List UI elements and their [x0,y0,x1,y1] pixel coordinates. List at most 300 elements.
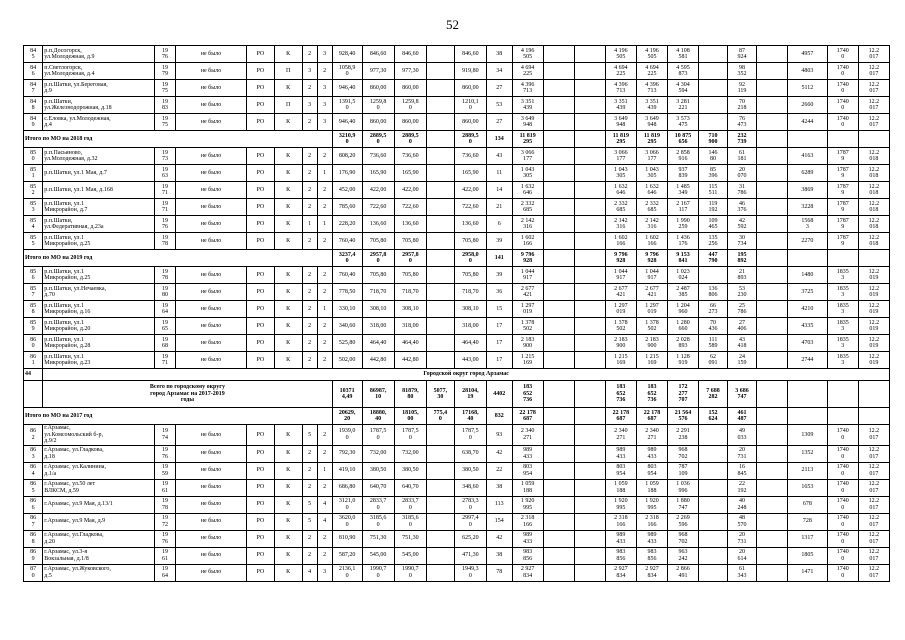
table-cell: 348,60 [454,479,486,496]
table-cell: 2 340 271 [512,425,543,446]
table-cell: 937 839 [668,165,699,182]
table-cell [543,335,574,352]
table-cell: 12.2 017 [858,63,889,80]
table-cell: 84 5 [24,46,43,63]
table-cell: 2 677 421 [605,284,636,301]
table-cell: 1740 0 [827,564,858,581]
table-cell [24,381,43,408]
table-cell: 111 589 [699,335,728,352]
table-cell: 2 [302,199,317,216]
table-cell: 3 281 221 [668,97,699,114]
table-cell: 1990,7 0 [394,564,426,581]
table-row [24,530,890,547]
table-cell [426,530,454,547]
table-cell: 1 436 176 [668,233,699,250]
table-cell: К [274,445,302,462]
table-cell [426,63,454,80]
table-cell: 380,50 [394,462,426,479]
table-cell: 9 796 928 [636,250,667,267]
address-cell: р.п.Пасьяново, ул.Молодежная, д.32 [43,148,154,165]
table-cell [543,199,574,216]
table-cell [426,564,454,581]
table-cell: 19 74 [154,425,175,446]
table-cell: 86 4 [24,462,43,479]
table-cell: 14 [486,182,512,199]
table-cell [543,63,574,80]
table-cell: 2 167 117 [668,199,699,216]
table-cell: 3 [317,46,332,63]
table-cell [699,267,728,284]
table-cell: 12.2 017 [858,114,889,131]
table-cell: 4 196 505 [512,46,543,63]
table-cell [426,148,454,165]
table-cell: 27 406 [728,318,757,335]
table-cell: 19 78 [154,496,175,513]
table-cell: 2 [317,233,332,250]
table-cell: 3 649 948 [605,114,636,131]
table-cell: 11 819 295 [605,131,636,148]
table-cell: 2957,8 0 [394,250,426,267]
table-cell [756,462,787,479]
table-cell: 860,00 [454,80,486,97]
table-cell: 785,60 [332,199,362,216]
table-cell: не было [176,479,247,496]
table-cell [426,165,454,182]
table-cell: 12.2 017 [858,513,889,530]
table-cell: 136,60 [394,216,426,233]
table-cell [756,165,787,182]
table-cell: 172 277 707 [668,381,699,408]
table-cell: 86 2 [24,425,43,446]
table-cell: 1391,5 0 [332,97,362,114]
table-cell: 1480 [788,267,828,284]
table-cell: 705,80 [454,233,486,250]
table-cell: 4 108 581 [668,46,699,63]
table-cell: 93 [486,425,512,446]
table-cell: 1 043 305 [636,165,667,182]
table-cell [543,165,574,182]
table-cell: 686,80 [332,479,362,496]
table-cell [699,530,728,547]
table-cell: 10371 4,49 [332,381,362,408]
table-cell: 1787 9 [827,182,858,199]
table-cell [543,462,574,479]
table-cell: 1740 0 [827,46,858,63]
table-cell: 38 [486,479,512,496]
table-cell: 25 786 [728,301,757,318]
table-cell: 968 702 [668,445,699,462]
table-cell: 4 304 594 [668,80,699,97]
table-cell: 2 677 421 [512,284,543,301]
table-cell: 86 8 [24,530,43,547]
table-cell: 3 [317,97,332,114]
table-cell: К [274,182,302,199]
table-cell [543,408,574,425]
table-cell: 1 [317,301,332,318]
table-cell: 119 192 [699,199,728,216]
table-cell: 12.2 017 [858,547,889,564]
table-cell: 308,10 [454,301,486,318]
table-cell: 545,00 [362,547,394,564]
table-cell: 20 731 [728,530,757,547]
table-cell: 1 602 166 [512,233,543,250]
table-cell [574,131,605,148]
table-cell [543,381,574,408]
table-cell: 1 043 305 [605,165,636,182]
table-cell: 2889,5 0 [362,131,394,148]
table-cell: не было [176,63,247,80]
table-cell: 2 [302,46,317,63]
table-cell: РО [246,199,274,216]
table-cell: 2136,1 0 [332,564,362,581]
table-cell [543,131,574,148]
table-cell: РО [246,165,274,182]
table-cell: 443,00 [454,352,486,369]
table-cell: К [274,335,302,352]
table-cell: 625,20 [454,530,486,547]
table-cell: 12.2 019 [858,301,889,318]
table-cell: РО [246,148,274,165]
table-cell: 10 875 656 [668,131,699,148]
table-cell: 9 153 841 [668,250,699,267]
table-cell: 2270 [788,233,828,250]
table-cell: 27 [486,114,512,131]
table-cell: 3 066 177 [636,148,667,165]
table-cell [426,496,454,513]
table-cell: К [274,46,302,63]
table-cell [543,97,574,114]
table-cell: 19 65 [154,318,175,335]
table-cell: РО [246,530,274,547]
table-cell: 1259,8 0 [394,97,426,114]
table-cell [426,46,454,63]
table-cell: 732,00 [362,445,394,462]
table-cell: 1939,0 0 [332,425,362,446]
table-cell: 1740 0 [827,425,858,446]
table-cell: 2 487 385 [668,284,699,301]
table-cell: 1835 3 [827,284,858,301]
table-cell: 43 418 [728,335,757,352]
table-cell: 19 80 [154,284,175,301]
table-cell: 3185,6 0 [362,513,394,530]
table-cell: 21 564 576 [668,408,699,425]
table-cell: К [274,301,302,318]
table-cell: 2 318 166 [636,513,667,530]
table-cell: 1787,5 0 [394,425,426,446]
table-cell: 85 396 [699,165,728,182]
table-cell: 860,00 [454,114,486,131]
table-cell [426,425,454,446]
table-cell [699,445,728,462]
table-cell: 736,60 [362,148,394,165]
table-cell: 1 632 646 [636,182,667,199]
table-cell: 2 [302,352,317,369]
table-cell: 12.2 018 [858,199,889,216]
table-cell: 810,90 [332,530,362,547]
table-cell: 18105, 00 [394,408,426,425]
table-cell: 1949,3 0 [454,564,486,581]
table-cell: 1 036 996 [668,479,699,496]
table-cell: 134 [486,131,512,148]
table-cell: 1259,8 0 [362,97,394,114]
table-cell: 12.2 017 [858,445,889,462]
table-cell [756,496,787,513]
table-cell: 710 900 [699,131,728,148]
table-cell: 6 [486,216,512,233]
table-cell: 1 378 502 [636,318,667,335]
table-cell [827,131,858,148]
table-cell: не было [176,182,247,199]
table-cell: 1 632 646 [512,182,543,199]
table-cell [543,80,574,97]
table-cell: 3 573 475 [668,114,699,131]
table-cell [574,318,605,335]
table-cell [756,216,787,233]
table-cell [574,425,605,446]
table-cell: 86 6 [24,496,43,513]
table-cell: 1 044 917 [512,267,543,284]
table-cell: 38 [486,46,512,63]
table-cell [426,547,454,564]
table-cell: 141 [486,250,512,267]
table-cell: 1 128 919 [668,352,699,369]
housing-register-table [23,45,890,582]
table-cell: РО [246,496,274,513]
table-cell [543,445,574,462]
table-row [24,80,890,97]
table-cell: 136 806 [699,284,728,301]
table-cell: К [274,148,302,165]
page-number: 52 [446,17,459,32]
subtotal-label: Итого по МО на 2018 год [24,131,333,148]
table-cell: 86 5 [24,479,43,496]
table-cell: 4803 [788,63,828,80]
table-cell: 136,60 [454,216,486,233]
table-cell: РО [246,318,274,335]
table-cell: 92 119 [728,80,757,97]
table-cell: 85 7 [24,284,43,301]
address-cell: р.п.Шатки, ул.1 Микрорайон, д.7 [43,199,154,216]
address-cell: р.п.Шатки, ул.1 Микрорайон, д.20 [43,318,154,335]
table-cell: 3 686 747 [728,381,757,408]
address-cell: г.Арзамас, ул.Жуковского, д.5 [43,564,154,581]
table-cell: 183 652 736 [636,381,667,408]
table-cell: 2 [302,80,317,97]
table-cell: 22 178 687 [636,408,667,425]
table-cell: 61 343 [728,564,757,581]
table-cell: П [274,97,302,114]
table-cell: 640,70 [362,479,394,496]
table-cell: 860,00 [394,114,426,131]
table-cell: 3 649 948 [512,114,543,131]
table-cell: 53 [486,97,512,114]
table-cell: 2113 [788,462,828,479]
table-cell [543,530,574,547]
address-cell: р.п.Шатки, ул.Нечаевка, д.70 [43,284,154,301]
table-cell: 19 63 [154,165,175,182]
table-cell: РО [246,182,274,199]
table-cell: 12.2 019 [858,318,889,335]
table-row [24,148,890,165]
table-cell: 12.2 017 [858,496,889,513]
table-cell: 40 248 [728,496,757,513]
table-cell [426,301,454,318]
table-cell: 340,60 [332,318,362,335]
table-cell: 12.2 017 [858,425,889,446]
table-cell: 2660 [788,97,828,114]
table-cell: 1 059 188 [605,479,636,496]
table-cell: 2 [302,182,317,199]
table-cell: не было [176,513,247,530]
table-cell [756,445,787,462]
table-cell: 751,30 [394,530,426,547]
table-cell: не было [176,97,247,114]
table-cell: не было [176,564,247,581]
table-cell: 70 436 [699,318,728,335]
table-cell: 109 465 [699,216,728,233]
table-cell: 2 [317,547,332,564]
table-cell: 2 340 271 [605,425,636,446]
table-cell: 12.2 019 [858,284,889,301]
table-cell: 7 688 282 [699,381,728,408]
table-cell: 318,00 [362,318,394,335]
table-cell [756,564,787,581]
address-cell: р.п.Шатки, ул.1 Микрорайон, д.28 [43,335,154,352]
table-cell: 2 [317,425,332,446]
table-cell: 989 433 [636,445,667,462]
table-cell: 1317 [788,530,828,547]
table-cell: 4210 [788,301,828,318]
table-cell: 1740 0 [827,97,858,114]
table-cell: К [274,462,302,479]
table-cell [699,63,728,80]
table-cell: 2 142 316 [605,216,636,233]
table-cell: 20629, 20 [332,408,362,425]
table-cell [426,199,454,216]
table-cell: РО [246,114,274,131]
table-cell: 1 044 917 [636,267,667,284]
table-cell [574,301,605,318]
table-cell: 85 6 [24,267,43,284]
table-cell: 1 990 259 [668,216,699,233]
table-cell [574,496,605,513]
table-cell: 3 351 439 [636,97,667,114]
table-cell: 963 242 [668,547,699,564]
table-cell: не было [176,445,247,462]
table-cell [788,381,828,408]
table-cell: 587,20 [332,547,362,564]
table-cell: К [274,318,302,335]
table-cell: не было [176,462,247,479]
table-cell [827,250,858,267]
table-cell: 12.2 017 [858,80,889,97]
table-cell: 19 78 [154,267,175,284]
table-cell: 678 [788,496,828,513]
table-cell: 3237,4 0 [332,250,362,267]
table-row [24,114,890,131]
table-cell: 2 [302,462,317,479]
table-cell: 3210,9 0 [332,131,362,148]
table-row [24,301,890,318]
table-cell: 860,00 [362,114,394,131]
table-cell: не было [176,284,247,301]
table-cell: 3 [302,97,317,114]
table-cell: 705,80 [454,267,486,284]
table-cell: 1740 0 [827,547,858,564]
table-cell [543,318,574,335]
table-cell: 3 351 439 [605,97,636,114]
table-row [24,496,890,513]
table-cell [756,318,787,335]
table-cell: 705,80 [362,233,394,250]
table-cell: 11 819 295 [512,131,543,148]
table-cell: 4 396 713 [605,80,636,97]
table-cell: 2 [302,335,317,352]
table-cell: К [274,513,302,530]
table-cell: РО [246,46,274,63]
table-row [24,165,890,182]
table-cell: 5112 [788,80,828,97]
table-cell: 1787,5 0 [362,425,394,446]
table-cell: 49 033 [728,425,757,446]
table-row [24,284,890,301]
table-cell: 1352 [788,445,828,462]
table-cell [543,284,574,301]
address-cell: р.п.Шатки, ул.Железнодорожная, д.18 [43,97,154,114]
address-cell: г.Арзамас, ул.3-я Вокзальная, д.1/8 [43,547,154,564]
table-cell: 736,60 [394,148,426,165]
table-cell [543,182,574,199]
table-cell: 165,90 [454,165,486,182]
table-cell: 19 78 [154,233,175,250]
table-cell: 2 142 316 [512,216,543,233]
table-cell: 1787,5 0 [454,425,486,446]
table-cell [756,547,787,564]
table-cell [574,80,605,97]
table-cell: 3185,6 0 [394,513,426,530]
table-cell: 1 485 349 [668,182,699,199]
table-cell [574,114,605,131]
table-cell: 2 183 900 [512,335,543,352]
table-cell: 19 76 [154,530,175,547]
table-cell [756,114,787,131]
table-cell [543,496,574,513]
table-cell: 19 79 [154,63,175,80]
table-cell: 135 256 [699,233,728,250]
table-cell: 1 215 169 [605,352,636,369]
table-cell: 2 858 916 [668,148,699,165]
table-row [24,182,890,199]
table-cell: 21 [486,199,512,216]
table-cell: 2 866 491 [668,564,699,581]
table-cell: 1 059 188 [512,479,543,496]
table-cell [756,131,787,148]
table-cell: 2783,3 0 [454,496,486,513]
table-cell: 808,20 [332,148,362,165]
table-cell [756,335,787,352]
table-cell [756,233,787,250]
table-cell: 2 [317,530,332,547]
table-cell: 380,50 [454,462,486,479]
table-cell: 12.2 019 [858,335,889,352]
table-cell: не было [176,148,247,165]
table-cell: 2 [302,114,317,131]
table-cell [756,408,787,425]
table-cell: 760,40 [332,267,362,284]
table-cell: 30 734 [728,233,757,250]
table-cell [543,46,574,63]
grand-total-label: Всего по городскому округу город Арзамас на 2017-2019 годы [43,381,332,408]
